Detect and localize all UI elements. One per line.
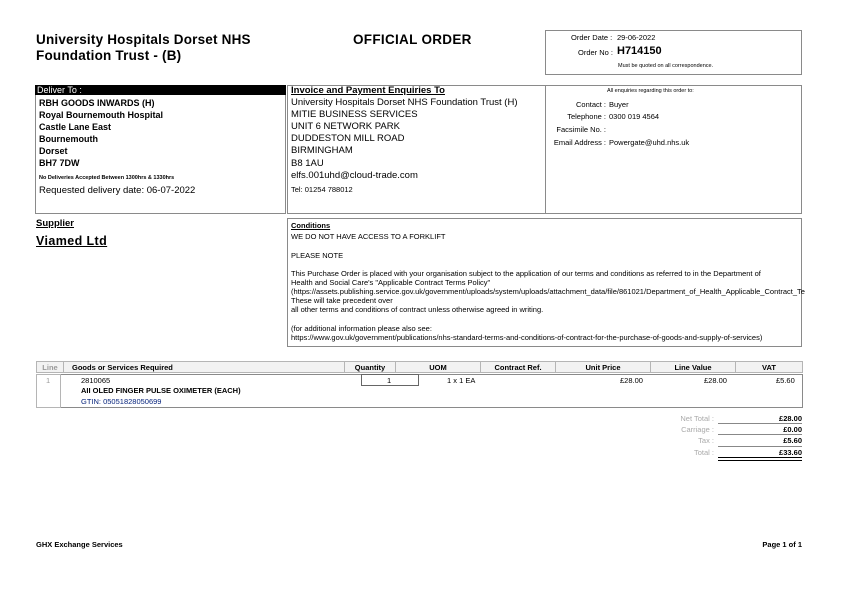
conditions-line-2: PLEASE NOTE	[291, 251, 344, 260]
enquiries-heading: All enquiries regarding this order to:	[607, 88, 694, 94]
row-gtin: GTIN: 05051828050699	[81, 397, 162, 406]
conditions-line-7: all other terms and conditions of contract unless otherwise agreed in writing.	[291, 305, 544, 314]
row-quantity: 1	[387, 376, 392, 385]
supplier-name: Viamed Ltd	[36, 234, 108, 248]
conditions-line-3: This Purchase Order is placed with your organisation subject to the application of our terms and conditions as referred to in the Department of	[291, 269, 761, 278]
col-vat-header: VAT	[736, 362, 803, 373]
deliver-line-5: Dorset	[39, 146, 68, 156]
col-quantity-header: Quantity	[345, 362, 396, 373]
deliver-to-heading: Deliver To :	[35, 85, 286, 95]
totals-divider-2	[718, 434, 802, 435]
items-header-row	[37, 362, 803, 373]
total-underline-1	[718, 457, 802, 458]
conditions-line-6: These will take precedent over	[291, 296, 393, 305]
tax-value: £5.60	[783, 436, 802, 445]
invoice-line-6: B8 1AU	[291, 158, 324, 169]
deliver-line-6: BH7 7DW	[39, 158, 80, 168]
invoice-telephone: Tel: 01254 788012	[291, 185, 353, 194]
order-no-label: Order No :	[578, 48, 614, 57]
total-value: £33.60	[779, 448, 802, 457]
net-total-label: Net Total :	[680, 414, 714, 423]
order-date-value: 29-06-2022	[617, 33, 656, 42]
invoice-line-2: MITIE BUSINESS SERVICES	[291, 109, 418, 120]
conditions-line-5: (https://assets.publishing.service.gov.uk/government/uploads/system/uploads/attachment_data/file/861021/Department_of_Health_Applicable_Contract_Te	[291, 287, 805, 296]
col-uom-header: UOM	[396, 362, 481, 373]
total-label: Total :	[693, 448, 714, 457]
supplier-heading: Supplier	[36, 218, 75, 229]
col-goods-header: Goods or Services Required	[64, 362, 345, 373]
col-contract-header: Contract Ref.	[481, 362, 556, 373]
col-line-header: Line	[37, 362, 64, 373]
facsimile-label: Facsimile No. :	[556, 125, 606, 134]
invoice-email[interactable]: elfs.001uhd@cloud-trade.com	[291, 170, 418, 181]
conditions-line-8: (for additional information please also see:	[291, 324, 432, 333]
order-no-value: H714150	[617, 45, 662, 57]
email-label: Email Address :	[553, 138, 606, 147]
conditions-line-1: WE DO NOT HAVE ACCESS TO A FORKLIFT	[291, 232, 446, 241]
document-title: OFFICIAL ORDER	[353, 32, 472, 47]
telephone-label: Telephone :	[567, 112, 606, 121]
net-total-value: £28.00	[779, 414, 802, 423]
invoice-line-4: DUDDESTON MILL ROAD	[291, 133, 405, 144]
col-unit-price-header: Unit Price	[556, 362, 651, 373]
contact-value: Buyer	[609, 100, 629, 109]
delivery-restriction-note: No Deliveries Accepted Between 1300hrs & 1330hrs	[39, 175, 175, 181]
col-line-value-header: Line Value	[651, 362, 736, 373]
invoice-line-3: UNIT 6 NETWORK PARK	[291, 121, 400, 132]
deliver-line-2: Royal Bournemouth Hospital	[39, 110, 164, 120]
contact-label: Contact :	[575, 100, 606, 109]
tax-label: Tax :	[698, 436, 714, 445]
row-line-value: £28.00	[704, 376, 727, 385]
invoice-heading: Invoice and Payment Enquiries To	[291, 85, 445, 96]
requested-delivery-date: Requested delivery date: 06-07-2022	[39, 185, 196, 196]
carriage-value: £0.00	[783, 425, 802, 434]
conditions-heading: Conditions	[291, 221, 331, 230]
email-value[interactable]: Powergate@uhd.nhs.uk	[609, 138, 690, 147]
row-uom: 1 x 1 EA	[447, 376, 476, 385]
deliver-line-3: Castle Lane East	[39, 122, 112, 132]
carriage-label: Carriage :	[681, 425, 714, 434]
row-description: AII OLED FINGER PULSE OXIMETER (EACH)	[81, 386, 241, 395]
totals-divider-3	[718, 446, 802, 447]
conditions-line-4: Health and Social Care's "Applicable Contract Terms Policy"	[291, 278, 491, 287]
totals-divider-1	[718, 423, 802, 424]
page-number: Page 1 of 1	[762, 540, 802, 549]
organisation-name-line1: University Hospitals Dorset NHS	[36, 32, 251, 47]
row-vat: £5.60	[776, 376, 795, 385]
total-underline-2	[718, 460, 802, 461]
row-unit-price: £28.00	[620, 376, 643, 385]
invoice-line-1: University Hospitals Dorset NHS Foundation Trust (H)	[291, 97, 518, 108]
organisation-name-line2: Foundation Trust - (B)	[36, 48, 182, 63]
row-line-number: 1	[46, 376, 51, 385]
items-table	[36, 361, 803, 373]
row-product-code: 2810065	[81, 376, 111, 385]
order-date-label: Order Date :	[571, 33, 613, 42]
deliver-line-4: Bournemouth	[39, 134, 98, 144]
quote-note: Must be quoted on all correspondence.	[618, 63, 714, 69]
invoice-line-5: BIRMINGHAM	[291, 145, 353, 156]
deliver-line-1: RBH GOODS INWARDS (H)	[39, 98, 155, 108]
footer-left: GHX Exchange Services	[36, 540, 123, 549]
telephone-value: 0300 019 4564	[609, 112, 660, 121]
conditions-line-9: https://www.gov.uk/government/publications/nhs-standard-terms-and-conditions-of-contract-for-the-purchase-of-goods-and-supply-of-services)	[291, 333, 763, 342]
